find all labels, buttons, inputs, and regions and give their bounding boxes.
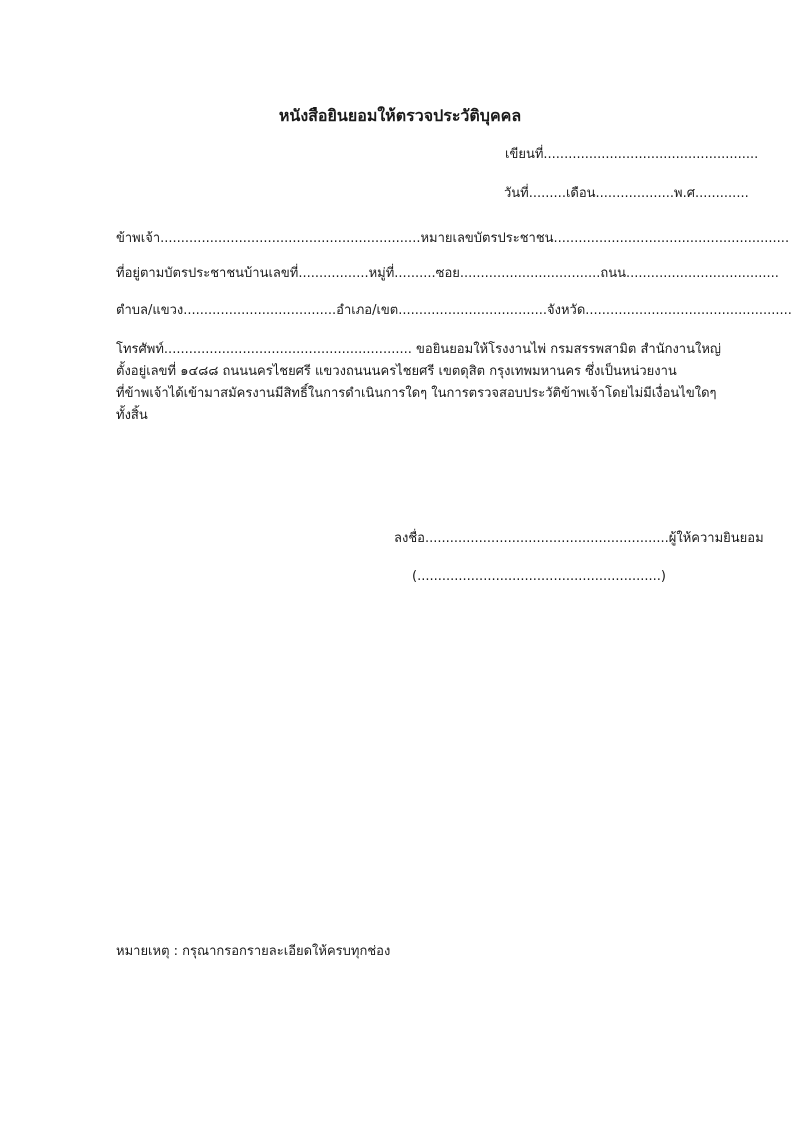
footnote: หมายเหตุ : กรุณากรอกรายละเอียดให้ครบทุกช่อง — [116, 944, 391, 959]
consent-paragraph — [116, 339, 726, 427]
date-field: วันที่.........เดือน...................พ.ศ............. — [504, 186, 749, 201]
address-line: ที่อยู่ตามบัตรประชาชนบ้านเลขที่.................หมู่ที่..........ซอย..................................ถนน..................................... — [116, 266, 779, 281]
paragraph-line-1: โทรศัพท์............................................................ ขอยินยอมให้โรงงานไพ่ กรมสรรพสามิต สำนักงานใหญ่ — [116, 342, 721, 357]
district-province-line: ตำบล/แขวง.....................................อำเภอ/เขต....................................จังหวัด.................................................. — [116, 303, 792, 318]
paragraph-line-3: ที่ข้าพเจ้าได้เข้ามาสมัครงานมีสิทธิ์ในการดำเนินการใดๆ ในการตรวจสอบประวัติข้าพเจ้าโดยไม่มีเงื่อนไขใดๆ — [116, 386, 717, 401]
document-title: หนังสือยินยอมให้ตรวจประวัติบุคคล — [278, 106, 522, 125]
signature-line: ลงชื่อ...........................................................ผู้ให้ความยินยอม — [394, 531, 764, 546]
paragraph-line-4: ทั้งสิ้น — [116, 408, 148, 423]
name-id-line: ข้าพเจ้า...............................................................หมายเลขบัตรประชาชน......................................................... — [116, 231, 790, 246]
paragraph-line-2: ตั้งอยู่เลขที่ ๑๔๘๘ ถนนนครไชยศรี แขวงถนนนครไชยศรี เขตดุสิต กรุงเทพมหานคร ซึ่งเป็นหน่วยงาน — [116, 364, 677, 379]
signature-name-line: (...........................................................) — [412, 569, 666, 584]
written-at-field: เขียนที่.................................................... — [505, 147, 759, 162]
